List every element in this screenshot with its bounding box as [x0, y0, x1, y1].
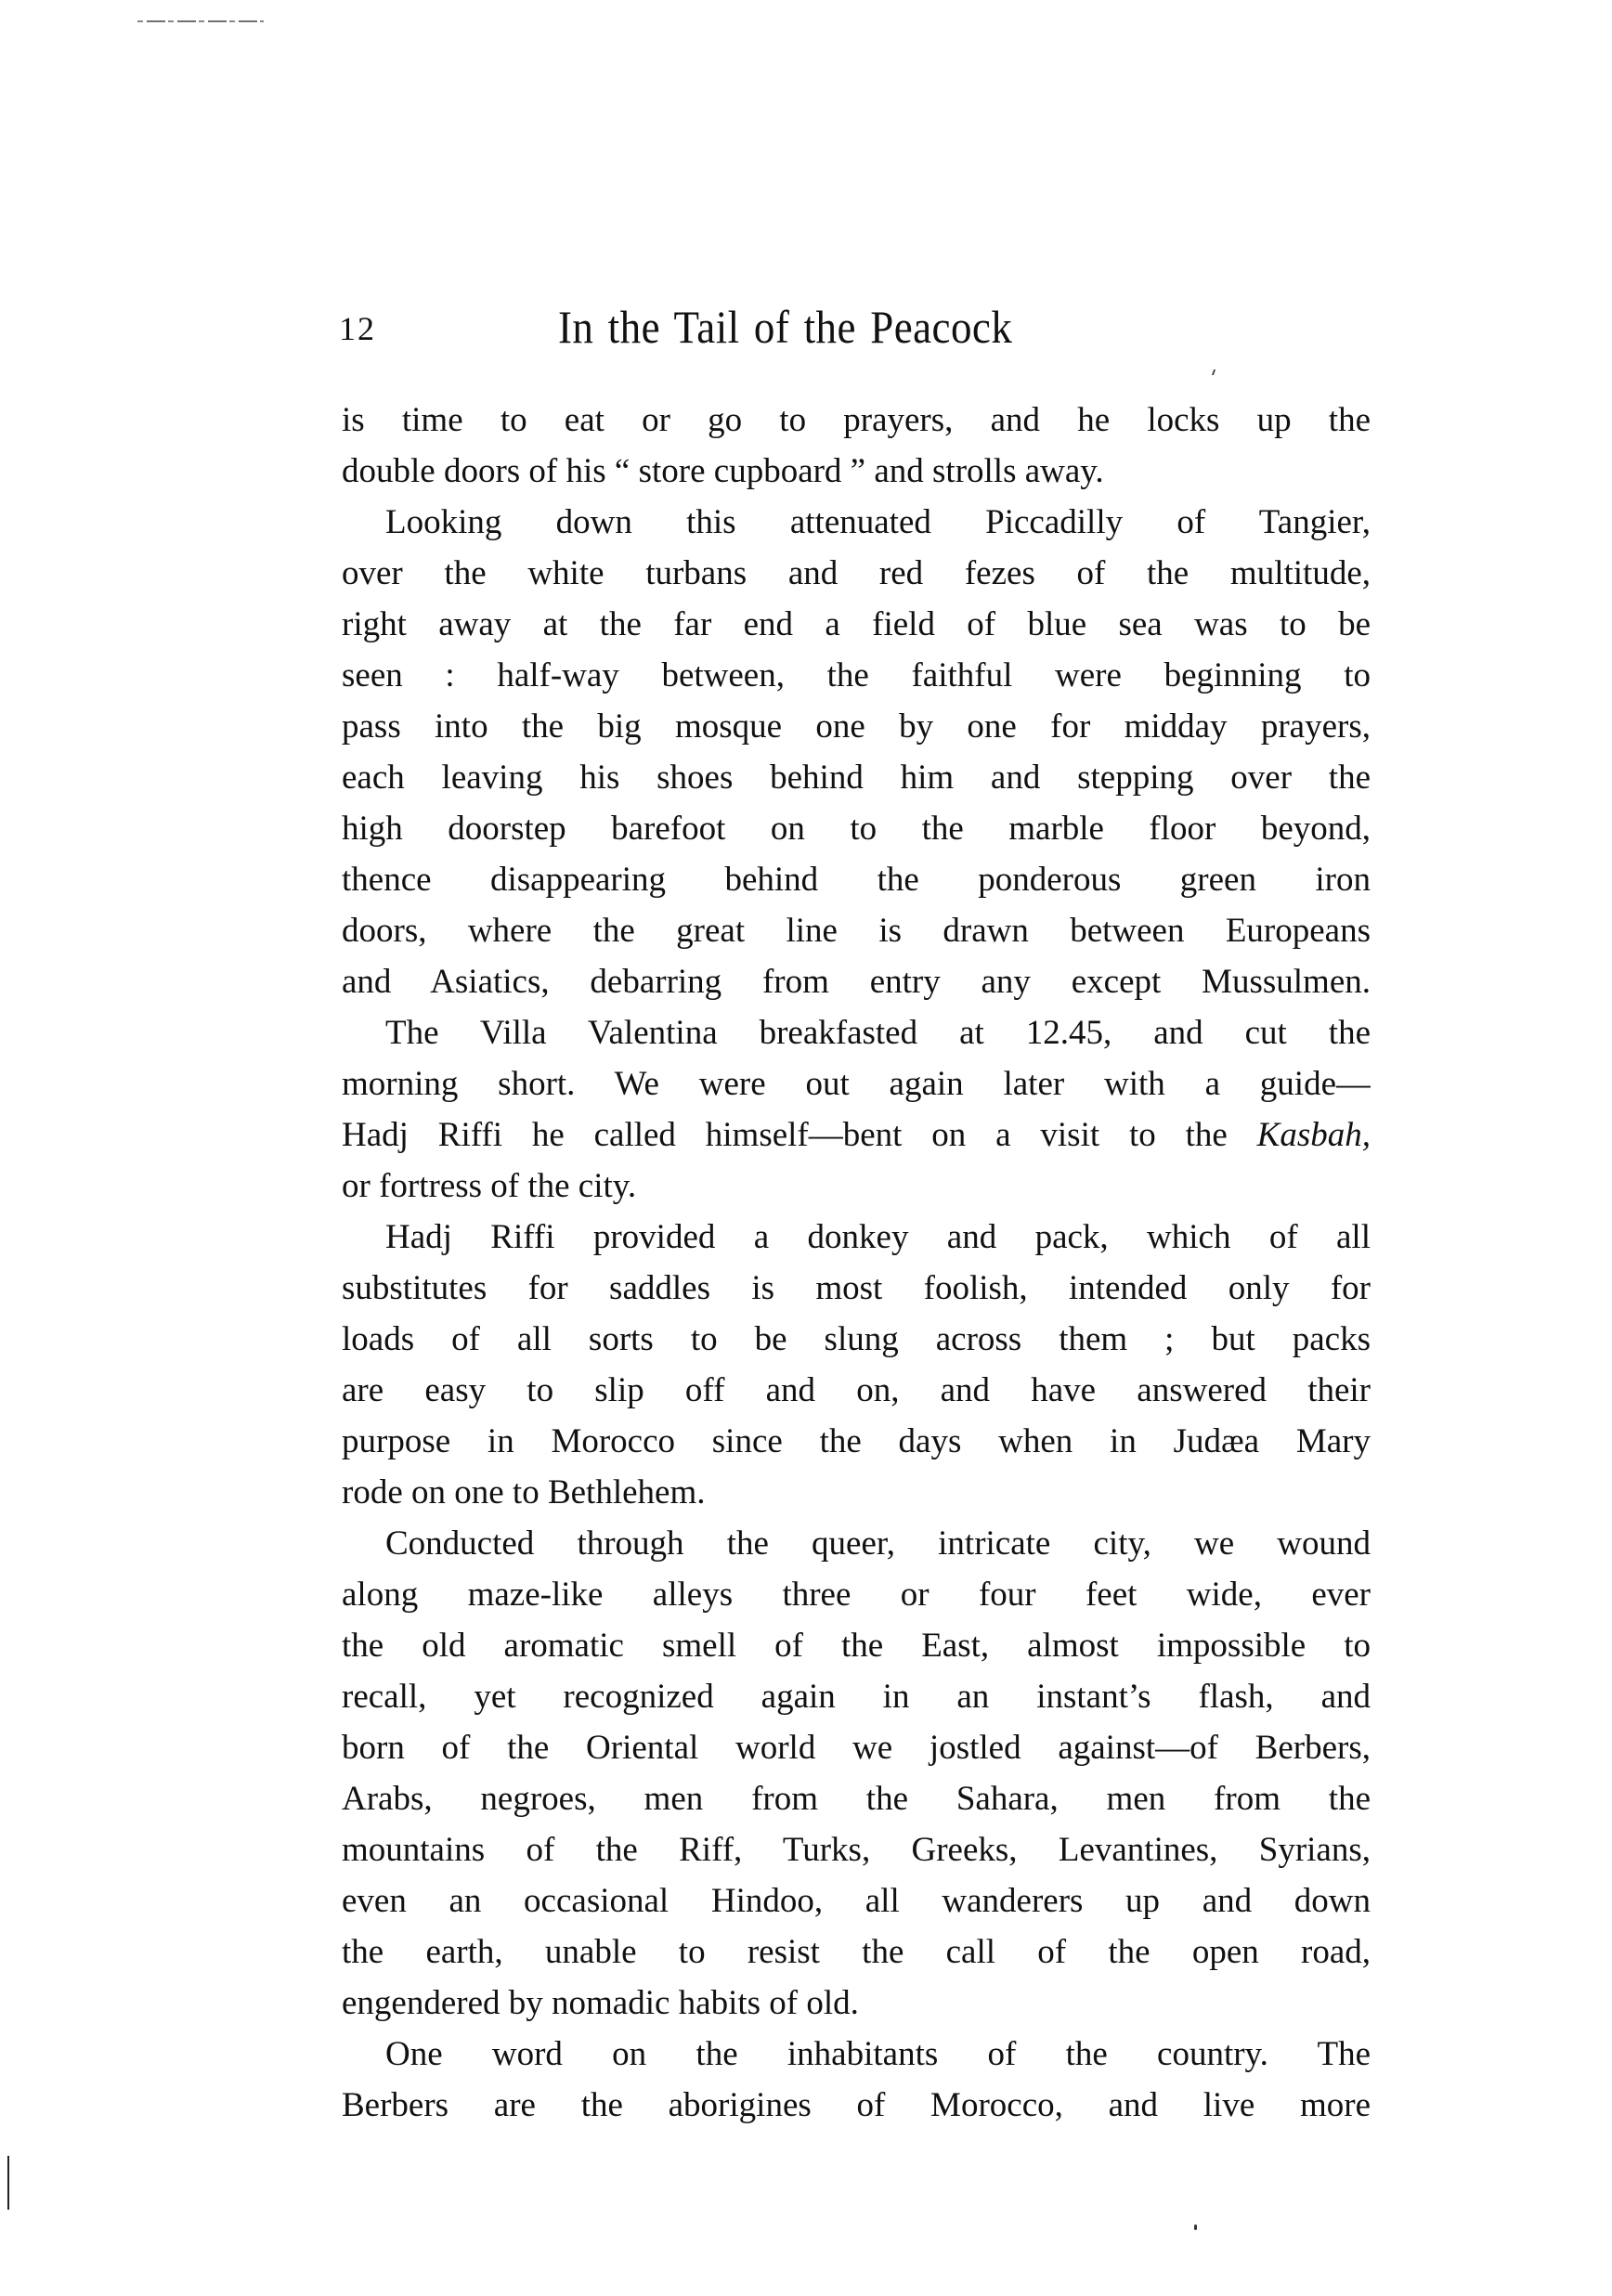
paragraph [342, 1212, 1371, 1518]
text-line: morning short. We were out again later with a guide— [342, 1065, 1371, 1103]
text-line: each leaving his shoes behind him and stepping over the [342, 759, 1371, 797]
text-line [342, 1109, 1371, 1161]
text-line: thence disappearing behind the ponderous green iron [342, 861, 1371, 899]
text-line: are easy to slip off and on, and have answered their [342, 1371, 1371, 1409]
text-line: doors, where the great line is drawn between Europeans [342, 912, 1371, 950]
body-text [342, 395, 1371, 2131]
scan-artifact-top [137, 20, 264, 22]
running-header [339, 299, 1370, 364]
text-line: high doorstep barefoot on to the marble floor beyond, [342, 810, 1371, 848]
running-title: In the Tail of the Peacock [558, 301, 1013, 353]
text-line: pass into the big mosque one by one for midday prayers, [342, 707, 1371, 746]
text-line: One word on the inhabitants of the country. The [385, 2035, 1371, 2073]
text-line: or fortress of the city. [342, 1167, 637, 1205]
text-line: and Asiatics, debarring from entry any except Mussulmen. [342, 963, 1371, 1001]
text-line: recall, yet recognized again in an instant’s flash, and [342, 1678, 1371, 1716]
text-line-main: Hadj Riffi he called himself—bent on a visit to the [342, 1116, 1257, 1154]
text-line: over the white turbans and red fezes of the multitude, [342, 554, 1371, 592]
text-line: loads of all sorts to be slung across them ; but packs [342, 1320, 1371, 1358]
page-number: 12 [339, 310, 376, 347]
text-line: seen : half-way between, the faithful were beginning to [342, 656, 1371, 694]
text-line: the old aromatic smell of the East, almost impossible to [342, 1627, 1371, 1665]
text-line: mountains of the Riff, Turks, Greeks, Levantines, Syrians, [342, 1831, 1371, 1869]
italic-term-kasbah: Kasbah, [1256, 1116, 1371, 1154]
scan-artifact-mark [1212, 370, 1216, 375]
text-line: Conducted through the queer, intricate city, we wound [385, 1524, 1371, 1563]
text-line: Berbers are the aborigines of Morocco, and live more [342, 2086, 1371, 2124]
paragraph [342, 497, 1371, 1007]
paragraph [342, 395, 1371, 497]
text-line: even an occasional Hindoo, all wanderers up and down [342, 1882, 1371, 1920]
scan-artifact-left-edge [7, 2156, 9, 2210]
text-line: Hadj Riffi provided a donkey and pack, which of all [385, 1218, 1371, 1256]
paragraph [342, 2029, 1371, 2131]
text-line: right away at the far end a field of blue sea was to be [342, 605, 1371, 643]
text-line: double doors of his “ store cupboard ” and strolls away. [342, 452, 1104, 490]
paragraph [342, 1007, 1371, 1212]
text-line: The Villa Valentina breakfasted at 12.45, and cut the [385, 1014, 1371, 1052]
scan-artifact-dot [1194, 2225, 1197, 2230]
text-line: Arabs, negroes, men from the Sahara, men from the [342, 1780, 1371, 1818]
text-line: along maze-like alleys three or four feet wide, ever [342, 1576, 1371, 1614]
paragraph [342, 1518, 1371, 2029]
text-line: is time to eat or go to prayers, and he locks up the [342, 401, 1371, 439]
text-line: engendered by nomadic habits of old. [342, 1984, 859, 2022]
text-line: Looking down this attenuated Piccadilly of Tangier, [385, 503, 1371, 541]
text-line: the earth, unable to resist the call of the open road, [342, 1933, 1371, 1971]
text-line: rode on one to Bethlehem. [342, 1473, 706, 1511]
text-line: purpose in Morocco since the days when in Judæa Mary [342, 1422, 1371, 1460]
text-line: born of the Oriental world we jostled against—of Berbers, [342, 1729, 1371, 1767]
text-line: substitutes for saddles is most foolish, intended only for [342, 1269, 1371, 1307]
